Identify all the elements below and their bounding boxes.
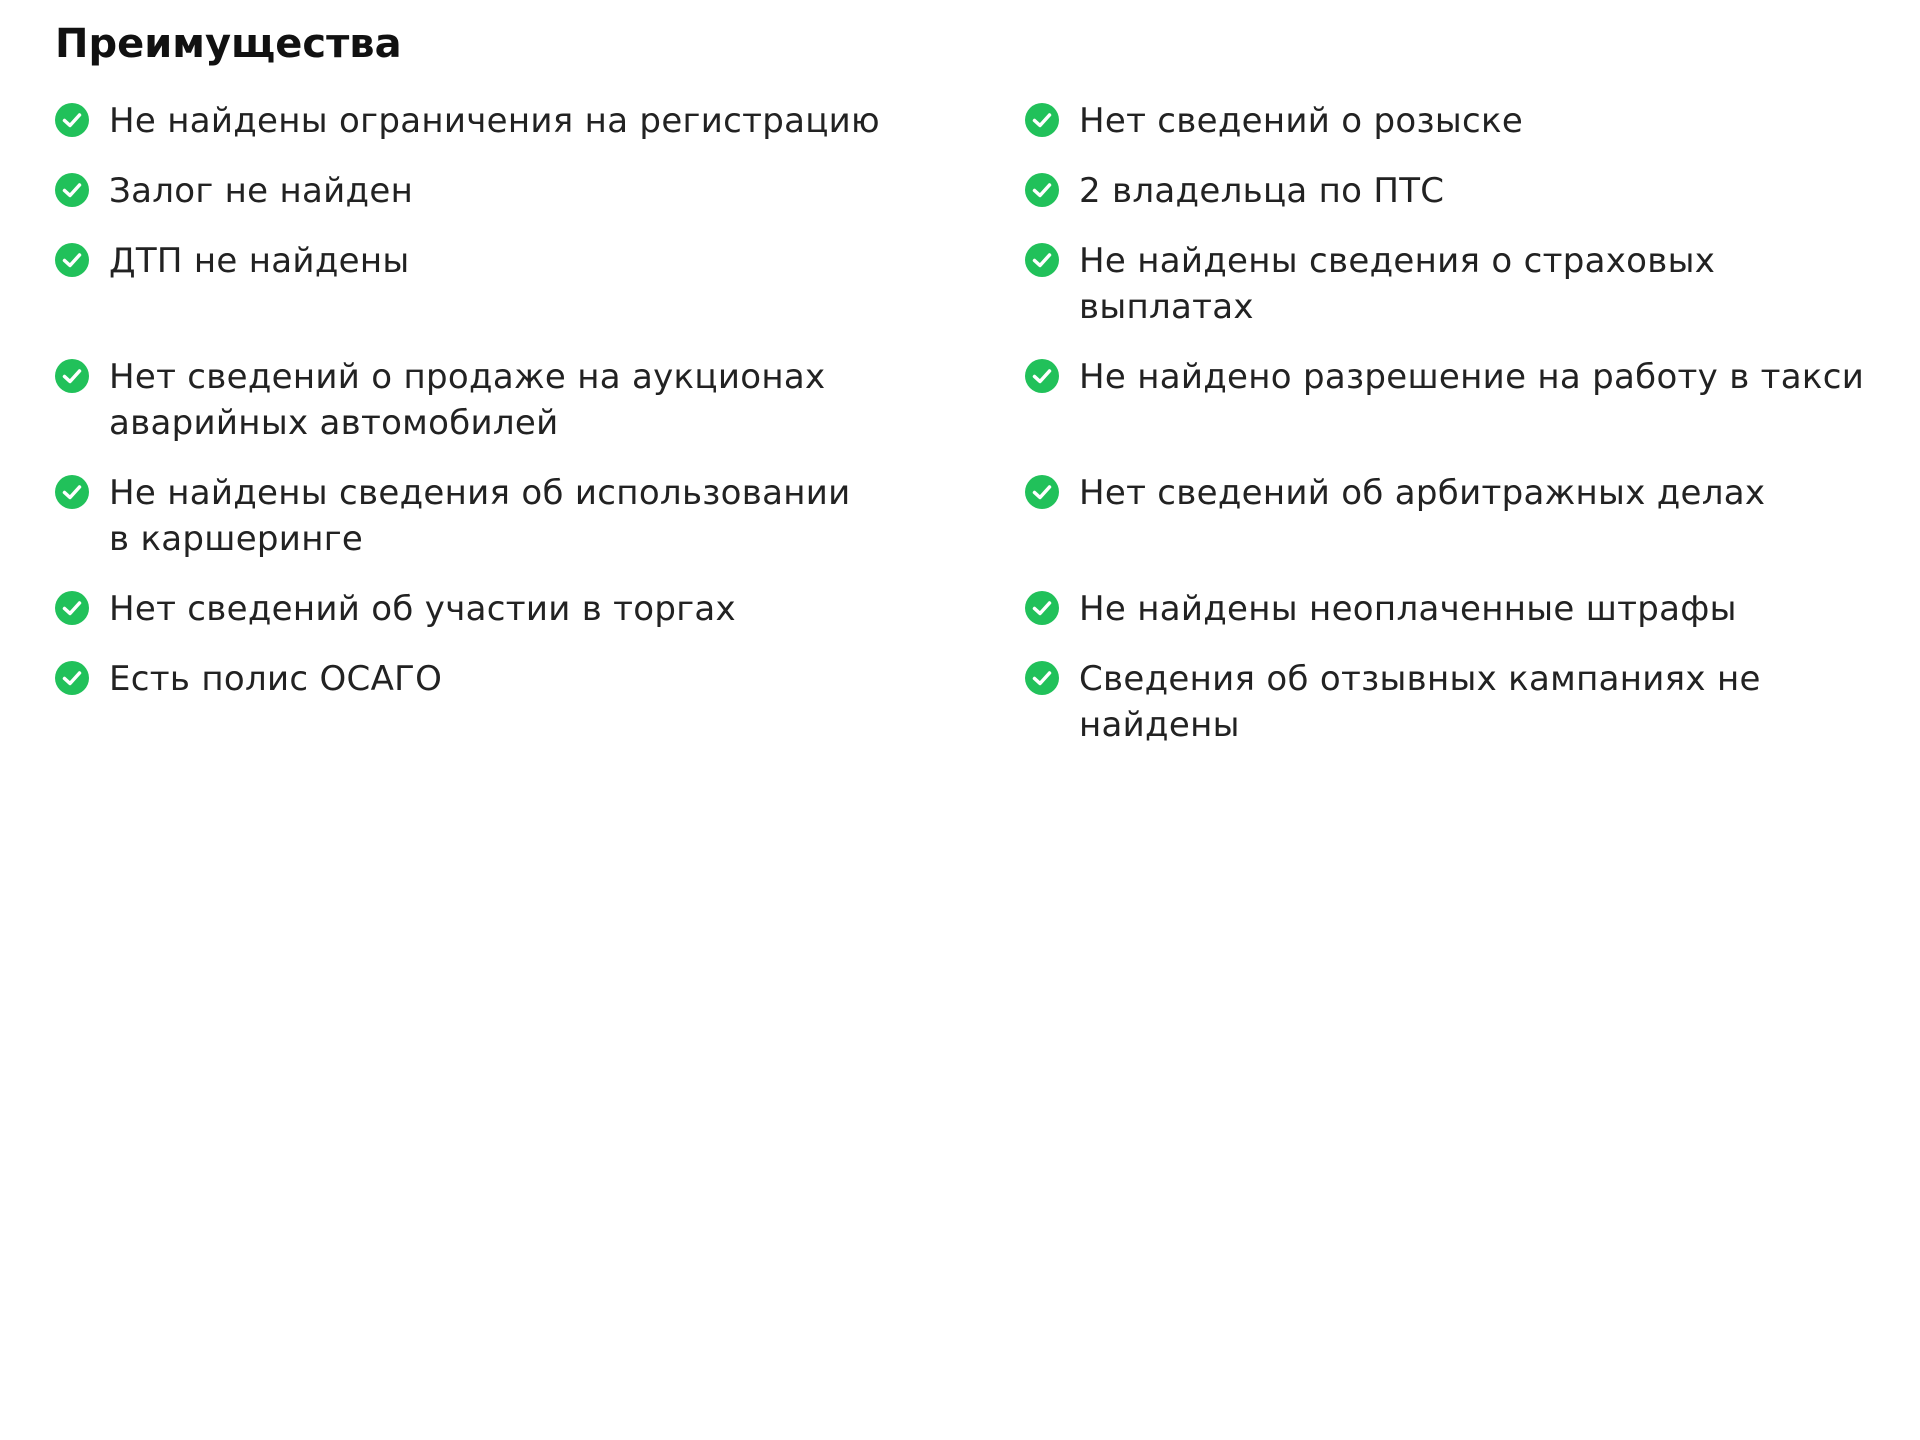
check-circle-icon bbox=[55, 173, 89, 207]
check-circle-icon bbox=[1025, 475, 1059, 509]
check-circle-icon bbox=[1025, 661, 1059, 695]
advantage-label: Не найдены сведения об использовании в каршеринге bbox=[109, 473, 851, 559]
advantage-item bbox=[55, 656, 1025, 748]
advantage-label: Не найдены ограничения на регистрацию bbox=[109, 101, 880, 141]
advantage-item bbox=[1025, 354, 1895, 446]
advantage-label: Нет сведений о розыске bbox=[1079, 101, 1524, 141]
advantage-item bbox=[55, 98, 1025, 144]
check-circle-icon bbox=[55, 243, 89, 277]
advantage-item bbox=[1025, 98, 1895, 144]
advantages-grid bbox=[55, 98, 1895, 748]
check-circle-icon bbox=[1025, 103, 1059, 137]
advantage-label: Сведения об отзывных кампаниях не найдены bbox=[1079, 659, 1761, 745]
advantage-item bbox=[1025, 656, 1895, 748]
check-circle-icon bbox=[55, 591, 89, 625]
check-circle-icon bbox=[55, 475, 89, 509]
section-title: Преимущества bbox=[55, 21, 402, 67]
advantage-label: Не найдены сведения о страховых выплатах bbox=[1079, 241, 1716, 327]
advantage-item bbox=[1025, 168, 1895, 214]
advantage-item bbox=[1025, 586, 1895, 632]
advantage-item bbox=[1025, 470, 1895, 562]
advantage-label: Не найдено разрешение на работу в такси bbox=[1079, 357, 1865, 397]
advantage-label: Есть полис ОСАГО bbox=[109, 659, 443, 699]
advantage-label: Нет сведений об арбитражных делах bbox=[1079, 473, 1766, 513]
advantages-section bbox=[55, 14, 1895, 748]
advantage-item bbox=[55, 586, 1025, 632]
check-circle-icon bbox=[1025, 591, 1059, 625]
advantage-label: ДТП не найдены bbox=[109, 241, 410, 281]
advantage-item bbox=[1025, 238, 1895, 330]
check-circle-icon bbox=[55, 103, 89, 137]
check-circle-icon bbox=[1025, 243, 1059, 277]
check-circle-icon bbox=[55, 359, 89, 393]
check-circle-icon bbox=[55, 661, 89, 695]
check-circle-icon bbox=[1025, 359, 1059, 393]
check-circle-icon bbox=[1025, 173, 1059, 207]
advantage-label: 2 владельца по ПТС bbox=[1079, 171, 1445, 211]
advantage-item bbox=[55, 354, 1025, 446]
advantage-label: Нет сведений о продаже на аукционах аварийных автомобилей bbox=[109, 357, 826, 443]
advantage-label: Нет сведений об участии в торгах bbox=[109, 589, 736, 629]
advantage-label: Не найдены неоплаченные штрафы bbox=[1079, 589, 1737, 629]
advantage-item bbox=[55, 168, 1025, 214]
advantage-item bbox=[55, 470, 1025, 562]
advantage-item bbox=[55, 238, 1025, 330]
advantage-label: Залог не найден bbox=[109, 171, 414, 211]
